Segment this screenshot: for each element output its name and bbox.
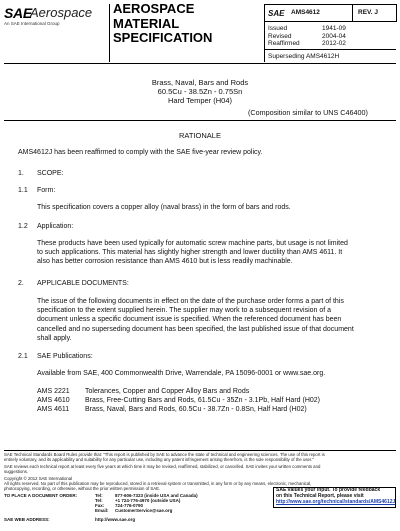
superseding-note: Superseding AMS4612H bbox=[268, 53, 340, 60]
section-number: 2.1 bbox=[18, 353, 28, 360]
superseding-divider bbox=[264, 49, 396, 50]
reference-id: AMS 4610 bbox=[37, 397, 70, 405]
paragraph-line: document unless a specific document issue is specified. When the referenced document has been bbox=[37, 316, 342, 324]
title-line: SPECIFICATION bbox=[113, 30, 213, 45]
header-rule bbox=[4, 63, 396, 64]
contact-value: 877-606-7323 (inside USA and Canada) bbox=[115, 493, 198, 498]
web-label: SAE WEB ADDRESS: bbox=[4, 517, 50, 522]
rationale-text: AMS4612J has been reaffirmed to comply with the SAE five-year review policy. bbox=[18, 149, 263, 156]
policy-text bbox=[4, 452, 325, 462]
date-row bbox=[268, 40, 346, 48]
title-line: MATERIAL bbox=[113, 15, 180, 31]
header-box-right bbox=[396, 4, 397, 22]
date-label: Issued bbox=[268, 25, 288, 32]
section-number: 2. bbox=[18, 280, 24, 287]
paragraph-line: shall apply. bbox=[37, 334, 72, 342]
footer-rule bbox=[4, 450, 396, 451]
section-text: This specification covers a copper alloy (naval brass) in the form of bars and rods. bbox=[37, 204, 291, 211]
subject-line: Brass, Naval, Bars and Rods bbox=[151, 78, 249, 87]
section-number: 1.1 bbox=[18, 187, 28, 194]
paragraph-line: also has better corrosion resistance than AMS 4610 but is less readily machinable. bbox=[37, 258, 293, 266]
contact-label: Tel: bbox=[95, 493, 103, 498]
contact-row bbox=[95, 508, 198, 513]
contact-label: Tel: bbox=[95, 498, 103, 504]
contact-block bbox=[95, 493, 198, 513]
reference-id: AMS 2221 bbox=[37, 388, 70, 395]
rights-text bbox=[4, 481, 311, 491]
section-title: SAE Publications: bbox=[37, 353, 93, 360]
header-box-top bbox=[264, 4, 396, 5]
doc-type-title bbox=[113, 2, 212, 46]
logo-sae: SAE bbox=[4, 5, 32, 21]
section-text: Available from SAE, 400 Commonwealth Drive, Warrendale, PA 15096-0001 or www.sae.org. bbox=[37, 370, 326, 377]
reference-id: AMS 4611 bbox=[37, 406, 70, 414]
contact-label: Fax: bbox=[95, 503, 105, 509]
review-line: SAE reviews each technical report at least every five years at which time it may be revised, reaffirmed, stabilized, or cancelled. SAE invites your written comments and bbox=[4, 464, 321, 469]
paragraph-line: The issue of the following documents in effect on the date of the purchase order forms a part of this bbox=[37, 298, 344, 305]
section-title: SCOPE: bbox=[37, 170, 64, 177]
date-label: Reaffirmed bbox=[268, 40, 300, 48]
subject-line: Hard Temper (H04) bbox=[167, 96, 233, 105]
feedback-link[interactable]: http://www.sae.org/technical/standards/AMS4612J bbox=[276, 498, 396, 505]
feedback-line: SAE values your input. To provide feedback bbox=[276, 487, 381, 493]
reference-row bbox=[37, 396, 320, 405]
reference-title: Tolerances, Copper and Copper Alloy Bars and Rods bbox=[85, 388, 250, 395]
doc-number: AMS4612 bbox=[291, 9, 320, 16]
contact-value[interactable]: CustomerService@sae.org bbox=[115, 508, 173, 514]
reference-title: Brass, Naval, Bars and Rods, 60.5Cu - 38.7Zn - 0.8Sn, Half Hard (H02) bbox=[85, 406, 307, 414]
date-value: 1941-09 bbox=[322, 25, 346, 32]
section-number: 1.2 bbox=[18, 223, 28, 230]
feedback-text bbox=[276, 488, 395, 505]
header-divider-right bbox=[264, 4, 265, 62]
contact-value: +1 724-776-4970 (outside USA) bbox=[115, 498, 181, 504]
section-title: APPLICABLE DOCUMENTS: bbox=[37, 280, 129, 287]
feedback-line: on this Technical Report, please visit bbox=[276, 492, 364, 499]
logo-aerospace: Aerospace bbox=[30, 5, 93, 20]
section-paragraph bbox=[37, 239, 348, 267]
revision-label: REV. J bbox=[358, 9, 378, 16]
review-line: suggestions. bbox=[4, 469, 29, 475]
header-sae-mark: SAE bbox=[268, 9, 285, 18]
contact-label: Email: bbox=[95, 508, 109, 514]
section-paragraph bbox=[37, 297, 354, 343]
reference-title: Brass, Free-Cutting Bars and Rods, 61.5Cu - 35Zn - 3.1Pb, Half Hard (H02) bbox=[85, 397, 320, 405]
date-label: Revised bbox=[268, 32, 292, 40]
contact-value: 724-776-0790 bbox=[115, 503, 144, 509]
paragraph-line: These products have been used typically for automatic screw machine parts, but usage is not limited bbox=[37, 240, 348, 247]
policy-line: SAE Technical Standards Board Rules provide that: "This report is published by SAE to advance the state of technical and engineering sciences. The use of this report is bbox=[4, 452, 325, 457]
date-block bbox=[268, 25, 346, 48]
date-row bbox=[268, 25, 346, 33]
rights-line: All rights reserved. No part of this publication may be reproduced, stored in a retrieval system or transmitted, in any form or by any means, electronic, mechanical, bbox=[4, 481, 312, 486]
composition-note: (Composition similar to UNS C46400) bbox=[248, 108, 368, 117]
rights-line: photocopying, recording, or otherwise, without the prior written permission of SAE. bbox=[4, 486, 161, 492]
web-address[interactable]: http://www.sae.org bbox=[95, 517, 136, 522]
logo-tagline: An SAE International Group bbox=[4, 21, 60, 26]
reference-list bbox=[37, 387, 320, 415]
policy-line: entirely voluntary, and its applicability and suitability for any particular use, including any patent infringement arising therefrom, is the sole responsibility of the user." bbox=[4, 457, 314, 463]
header-box-split bbox=[352, 4, 353, 22]
paragraph-line: specification to the extent supplied herein. The supplier may work to a subsequent revision of a bbox=[37, 307, 332, 315]
title-line: AEROSPACE bbox=[113, 1, 195, 16]
header-divider-left bbox=[109, 4, 110, 62]
paragraph-line: to such applications. This material has slightly higher strength and lower ductility than AMS 4611. It bbox=[37, 249, 343, 257]
section-title: Form: bbox=[37, 187, 56, 194]
copyright: Copyright © 2012 SAE International bbox=[4, 476, 73, 481]
date-value: 2012-02 bbox=[322, 40, 346, 48]
date-row bbox=[268, 33, 346, 41]
date-value: 2004-04 bbox=[322, 32, 346, 40]
order-label: TO PLACE A DOCUMENT ORDER: bbox=[4, 493, 78, 498]
subject-block bbox=[0, 78, 400, 105]
section-number: 1. bbox=[18, 170, 24, 177]
reference-row bbox=[37, 405, 320, 414]
subject-rule bbox=[4, 120, 396, 121]
subject-line: 60.5Cu - 38.5Zn - 0.75Sn bbox=[157, 87, 243, 96]
header-box-bottom bbox=[264, 21, 396, 22]
reference-row bbox=[37, 387, 320, 396]
review-text bbox=[4, 464, 320, 474]
paragraph-line: cancelled and no superseding document has been specified, the last published issue of that document bbox=[37, 325, 354, 333]
section-title: Application: bbox=[37, 223, 74, 230]
rationale-heading: RATIONALE bbox=[179, 131, 221, 140]
